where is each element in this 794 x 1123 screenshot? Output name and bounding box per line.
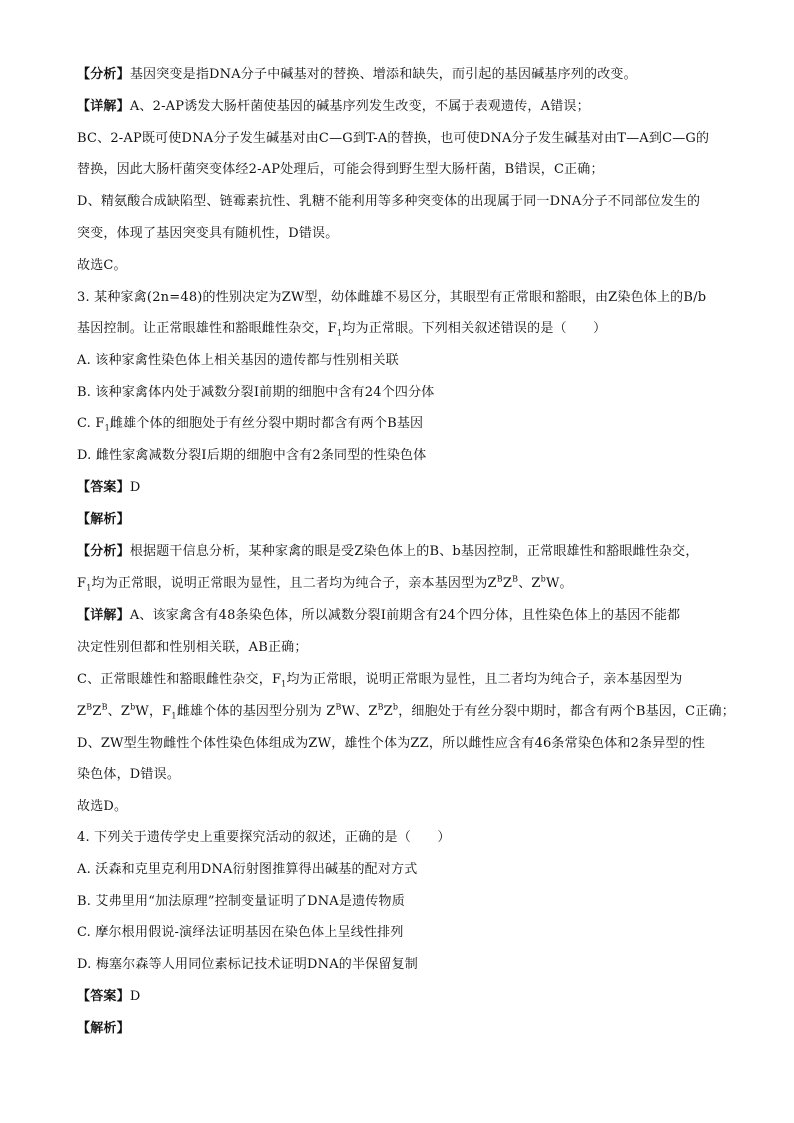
detail-tag: 【详解】 (77, 99, 130, 114)
q2-detail-line-5: 突变，体现了基因突变具有随机性，D错误。 (77, 226, 339, 241)
text: 均为正常眼，说明正常眼为显性，且二者均为纯合子，亲本基因型为Z (91, 576, 497, 591)
q2-analysis (77, 66, 722, 84)
subscript: 1 (104, 423, 110, 433)
detail-tag: 【详解】 (77, 608, 130, 623)
q3-answer (77, 479, 722, 497)
q3-detail-line-6: 染色体，D错误。 (77, 767, 181, 782)
q4-stem: 4. 下列关于遗传学史上重要探究活动的叙述，正确的是（ ） (77, 830, 451, 845)
text: W，F (135, 704, 172, 719)
q2-detail-line-3: 替换，因此大肠杆菌突变体经2-AP处理后，可能会得到野生型大肠杆菌，B错误，C正确； (77, 162, 604, 177)
q3-option-d: D. 雌性家禽减数分裂Ⅰ后期的细胞中含有2条同型的性染色体 (77, 448, 427, 463)
text: W、Z (341, 704, 378, 719)
answer-value: D (129, 480, 141, 495)
analysis-text: 基因突变是指DNA分子中碱基对的替换、增添和缺失，而引起的基因碱基序列的改变。 (129, 67, 637, 82)
text: 、Z (107, 704, 131, 719)
text: ，细胞处于有丝分裂中期时，都含有两个B基因，C正确； (398, 704, 735, 719)
text: Z (77, 704, 87, 719)
answer-tag: 【答案】 (77, 989, 130, 1004)
superscript: b (540, 574, 546, 584)
subscript: 1 (281, 679, 287, 689)
q3-conclusion: 故选D。 (77, 799, 128, 814)
superscript: B (101, 702, 108, 712)
q4-explanation-tag: 【解析】 (77, 1021, 130, 1036)
q4-option-a: A. 沃森和克里克利用DNA衍射图推算得出碱基的配对方式 (77, 862, 418, 877)
q3-option-b: B. 该种家禽体内处于减数分裂Ⅰ前期的细胞中含有24个四分体 (77, 385, 435, 400)
text: 根据题干信息分析，某种家禽的眼是受Z染色体上的B、b基因控制，正常眼雄性和豁眼雌性杂交， (129, 544, 699, 559)
q4-option-c: C. 摩尔根用假说-演绎法证明基因在染色体上呈线性排列 (77, 925, 404, 940)
superscript: B (512, 574, 519, 584)
q3-stem-line-1: 3. 某种家禽(2n=48)的性别决定为ZW型，幼体雌雄不易区分，其眼型有正常眼和豁眼，由Z染色体上的B/b (77, 290, 707, 305)
text: W。 (545, 576, 573, 591)
text: C、正常眼雄性和豁眼雌性杂交，F (77, 672, 282, 687)
text: C. F (77, 416, 105, 431)
subscript: 1 (337, 328, 343, 338)
text: Z (502, 576, 513, 591)
text: Z (383, 704, 393, 719)
q3-option-a: A. 该种家禽性染色体上相关基因的遗传都与性别相关联 (77, 353, 399, 368)
text: A、该家禽含有48条染色体，所以减数分裂Ⅰ前期含有24个四分体，且性染色体上的基因不能都 (129, 608, 681, 623)
subscript: 1 (86, 583, 92, 593)
answer-tag: 【答案】 (77, 480, 130, 495)
superscript: B (86, 702, 93, 712)
q3-stem-line-2 (77, 320, 722, 338)
q3-analysis-line-2 (77, 575, 722, 593)
text: Z (92, 704, 102, 719)
text: F (77, 576, 87, 591)
superscript: B (335, 702, 342, 712)
superscript: B (377, 702, 384, 712)
text: 雌雄个体的细胞处于有丝分裂中期时都含有两个B基因 (109, 416, 424, 431)
q3-analysis-line-1 (77, 543, 722, 561)
q2-conclusion: 故选C。 (77, 258, 127, 273)
text: 均为正常眼。下列相关叙述错误的是（ ） (342, 321, 607, 336)
subscript: 1 (171, 711, 177, 721)
q3-option-c (77, 415, 722, 433)
superscript: B (496, 574, 503, 584)
text: 均为正常眼，说明正常眼为显性，且二者均为纯合子，亲本基因型为 (286, 672, 683, 687)
q2-detail-line-2: BC、2-AP既可使DNA分子发生碱基对由C—G到T-A的替换，也可使DNA分子发生碱基对由T—A到C—G的 (77, 131, 710, 146)
detail-text: A、2-AP诱发大肠杆菌使基因的碱基序列发生改变，不属于表观遗传，A错误； (129, 99, 590, 114)
q3-detail-line-4 (77, 702, 735, 721)
q3-explanation-tag: 【解析】 (77, 512, 130, 527)
superscript: b (130, 702, 136, 712)
q3-detail-line-3 (77, 671, 722, 689)
superscript: b (392, 702, 399, 712)
q3-detail-line-5: D、ZW型生物雌性个体性染色体组成为ZW，雄性个体为ZZ，所以雌性应含有46条常染色体和2条异型的性 (77, 736, 706, 751)
text: 基因控制。让正常眼雄性和豁眼雌性杂交，F (77, 321, 338, 336)
q2-detail-line-4: D、精氨酸合成缺陷型、链霉素抗性、乳糖不能利用等多种突变体的出现属于同一DNA分子不同部位发生的 (77, 194, 701, 209)
text: 、Z (518, 576, 541, 591)
analysis-tag: 【分析】 (77, 544, 130, 559)
answer-value: D (129, 989, 141, 1004)
text: 雌雄个体的基因型分别为 Z (176, 704, 336, 719)
q3-detail-line-2: 决定性别但都和性别相关联，AB正确； (77, 640, 308, 655)
q4-option-b: B. 艾弗里用“加法原理”控制变量证明了DNA是遗传物质 (77, 894, 405, 909)
q3-detail-line-1 (77, 607, 722, 625)
analysis-tag: 【分析】 (77, 67, 130, 82)
q4-option-d: D. 梅塞尔森等人用同位素标记技术证明DNA的半保留复制 (77, 957, 419, 972)
q4-answer (77, 988, 722, 1006)
q2-detail-line-1 (77, 98, 722, 116)
